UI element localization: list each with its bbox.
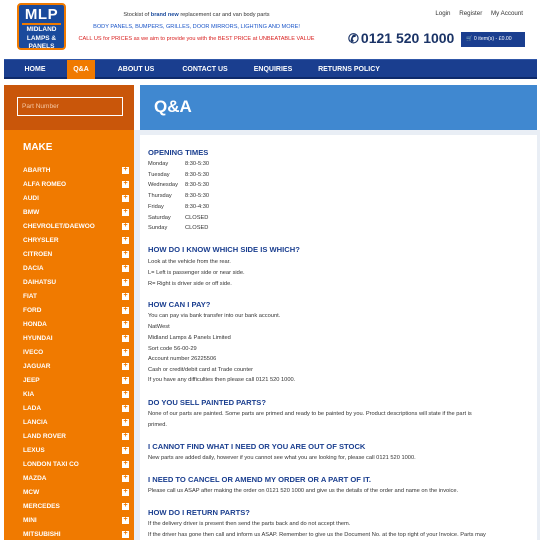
make-label: LEXUS [23, 447, 45, 454]
make-item[interactable] [23, 304, 129, 318]
cancel-heading: I NEED TO CANCEL OR AMEND MY ORDER OR A PART OF IT. [148, 475, 372, 484]
expand-plus-icon[interactable]: + [123, 334, 128, 341]
cart-summary: 0 item(s) - £0.00 [473, 36, 512, 42]
tagline-products: BODY PANELS, BUMPERS, GRILLES, DOOR MIRRORS, LIGHTING AND MORE! [93, 24, 300, 30]
return-heading: HOW DO I RETURN PARTS? [148, 508, 250, 517]
make-label: MITSUBISHI [23, 531, 61, 538]
site-header [0, 0, 540, 58]
make-item[interactable] [23, 430, 129, 444]
side-heading: HOW DO I KNOW WHICH SIDE IS WHICH? [148, 245, 300, 254]
expand-plus-icon[interactable]: + [123, 432, 128, 439]
opening-time: 8:30-5:30 [185, 171, 210, 178]
make-item[interactable] [23, 262, 129, 276]
return-line: If the delivery driver is present then send the parts back and do not accept them. [148, 521, 351, 527]
page-title-bar [140, 85, 537, 130]
expand-plus-icon[interactable]: + [123, 516, 128, 523]
make-label: HONDA [23, 321, 47, 328]
make-item[interactable] [23, 374, 129, 388]
tagline-prices: CALL US for PRICES as we aim to provide you with the BEST PRICE at UNBEATABLE VALUE [78, 36, 315, 42]
expand-plus-icon[interactable]: + [123, 502, 128, 509]
opening-time: 8:30-5:30 [185, 193, 210, 200]
expand-plus-icon[interactable]: + [123, 418, 128, 425]
make-item[interactable] [23, 486, 129, 500]
make-item[interactable] [23, 528, 129, 540]
make-item[interactable] [23, 458, 129, 472]
expand-plus-icon[interactable]: + [123, 306, 128, 313]
part-number-input[interactable] [17, 97, 123, 116]
make-label: CHEVROLET/DAEWOO [23, 223, 95, 230]
make-item[interactable] [23, 500, 129, 514]
opening-time: 8:30-5:30 [185, 161, 210, 167]
expand-plus-icon[interactable]: + [123, 348, 128, 355]
make-item[interactable] [23, 220, 129, 234]
make-item[interactable] [23, 178, 129, 192]
tagline-stockist [70, 12, 323, 18]
make-item[interactable] [23, 472, 129, 486]
make-label: IVECO [23, 349, 44, 356]
cart-icon: 🛒 [466, 36, 473, 42]
phone-text: 0121 520 1000 [360, 30, 455, 46]
cancel-line: Please call us ASAP after making the order on 0121 520 1000 and give us the details of the order and name on the invoice. [148, 488, 459, 494]
make-label: JEEP [23, 377, 40, 384]
nav-qa[interactable]: Q&A [67, 60, 95, 79]
pay-heading: HOW CAN I PAY? [148, 300, 211, 309]
pay-line: Midland Lamps & Panels Limited [148, 335, 231, 341]
nav-enquiries[interactable]: ENQUIRIES [253, 66, 293, 73]
site-logo[interactable] [17, 3, 66, 50]
make-label: JAGUAR [23, 363, 51, 370]
cart-button[interactable] [461, 32, 525, 47]
make-label: LADA [23, 405, 42, 412]
make-label: AUDI [23, 195, 39, 202]
make-item[interactable] [23, 388, 129, 402]
make-label: BMW [23, 209, 40, 216]
account-links [428, 10, 523, 17]
painted-heading: DO YOU SELL PAINTED PARTS? [148, 398, 266, 407]
nav-home[interactable]: HOME [24, 66, 46, 73]
opening-time: CLOSED [185, 225, 209, 232]
make-item[interactable] [23, 514, 129, 528]
make-item[interactable] [23, 192, 129, 206]
make-label: ABARTH [23, 167, 51, 174]
make-item[interactable] [23, 290, 129, 304]
make-label: LONDON TAXI CO [23, 461, 79, 468]
main-nav [4, 59, 537, 79]
expand-plus-icon[interactable]: + [123, 194, 128, 201]
pay-line: Account number 26225506 [148, 356, 217, 362]
make-label: CHRYSLER [23, 237, 59, 244]
expand-plus-icon[interactable]: + [123, 390, 128, 397]
opening-day: Thursday [148, 193, 172, 200]
expand-plus-icon[interactable]: + [123, 292, 128, 299]
expand-plus-icon[interactable]: + [123, 236, 128, 243]
logo-line-3: PANELS [28, 43, 55, 50]
expand-plus-icon[interactable]: + [123, 376, 128, 383]
make-list [23, 164, 129, 540]
phone-number[interactable] [348, 30, 454, 47]
sidebar-search-panel [4, 85, 134, 130]
make-label: DACIA [23, 265, 44, 272]
cannot-find-heading: I CANNOT FIND WHAT I NEED OR YOU ARE OUT OF STOCK [148, 442, 366, 451]
my-account-link[interactable]: My Account [491, 10, 523, 17]
pay-line: If you have any difficulties then please call 0121 520 1000. [148, 377, 296, 383]
opening-times-heading: OPENING TIMES [148, 148, 209, 157]
make-label: MCW [23, 489, 40, 496]
logo-divider [22, 23, 61, 25]
expand-plus-icon[interactable]: + [123, 208, 128, 215]
painted-line: None of our parts are painted. Some parts are primed and ready to be painted by you. Product descriptions will state if the part is [148, 411, 472, 417]
make-label: CITROEN [23, 251, 53, 258]
make-label: KIA [23, 391, 35, 398]
opening-day: Monday [148, 161, 169, 167]
expand-plus-icon[interactable]: + [123, 530, 128, 537]
sidebar [4, 85, 134, 540]
make-item[interactable] [23, 444, 129, 458]
side-line: L= Left is passenger side or near side. [148, 270, 245, 276]
make-item[interactable] [23, 206, 129, 220]
make-item[interactable] [23, 346, 129, 360]
pay-line: NatWest [148, 324, 170, 330]
opening-day: Sunday [148, 225, 168, 232]
make-label: LANCIA [23, 419, 48, 426]
painted-line: primed. [148, 422, 167, 428]
qa-content [140, 135, 537, 540]
opening-day: Saturday [148, 214, 171, 221]
expand-plus-icon[interactable]: + [123, 222, 128, 229]
nav-contact-us[interactable]: CONTACT US [182, 66, 228, 73]
expand-plus-icon[interactable]: + [123, 460, 128, 467]
opening-day: Tuesday [148, 171, 170, 178]
page-title: Q&A [154, 97, 192, 116]
tagline-post: replacement car and van body parts [178, 12, 270, 18]
opening-time: 8:30-5:30 [185, 182, 210, 189]
phone-icon: ✆ [348, 31, 359, 46]
cannot-find-line: New parts are added daily, however if you cannot see what you are looking for, please call 0121 520 1000. [148, 455, 416, 461]
expand-plus-icon[interactable]: + [123, 474, 128, 481]
expand-plus-icon[interactable]: + [123, 488, 128, 495]
expand-plus-icon[interactable]: + [123, 264, 128, 271]
make-label: MINI [23, 517, 37, 524]
make-label: ALFA ROMEO [23, 181, 67, 188]
opening-time: CLOSED [185, 214, 209, 221]
expand-plus-icon[interactable]: + [123, 320, 128, 327]
make-heading: MAKE [23, 142, 53, 153]
logo-line-2: LAMPS & [26, 34, 57, 42]
make-label: LAND ROVER [23, 433, 66, 440]
make-label: MERCEDES [23, 503, 60, 510]
return-line: If the driver has gone then call and inform us ASAP. Remember to give us the Document No. at the top right of your Invoice. Parts may [148, 532, 486, 538]
opening-time: 8:30-4:30 [185, 203, 210, 210]
make-item[interactable] [23, 402, 129, 416]
tagline-pre: Stockist of [123, 12, 151, 18]
side-line: Look at the vehicle from the rear. [148, 259, 231, 265]
make-item[interactable] [23, 416, 129, 430]
make-label: FIAT [23, 293, 37, 300]
expand-plus-icon[interactable]: + [123, 362, 128, 369]
tagline-bold: brand new [150, 12, 179, 18]
make-item[interactable] [23, 164, 129, 178]
make-label: HYUNDAI [23, 335, 53, 342]
pay-line: Sort code 56-00-29 [148, 346, 197, 352]
opening-day: Friday [148, 203, 164, 210]
nav-about-us[interactable]: ABOUT US [117, 66, 155, 73]
login-link[interactable]: Login [435, 10, 451, 17]
opening-day: Wednesday [148, 182, 178, 189]
make-label: FORD [23, 307, 42, 314]
expand-plus-icon[interactable]: + [123, 404, 128, 411]
logo-mlp: MLP [24, 6, 59, 23]
expand-plus-icon[interactable]: + [123, 278, 128, 285]
make-item[interactable] [23, 318, 129, 332]
pay-line: You can pay via bank transfer into our bank account. [148, 313, 281, 319]
make-label: MAZDA [23, 475, 47, 482]
side-line: R= Right is driver side or off side. [148, 281, 232, 287]
register-link[interactable]: Register [459, 10, 483, 17]
make-item[interactable] [23, 360, 129, 374]
expand-plus-icon[interactable]: + [123, 180, 128, 187]
make-item[interactable] [23, 332, 129, 346]
make-item[interactable] [23, 234, 129, 248]
logo-line-1: MIDLAND [26, 26, 57, 33]
make-label: DAIHATSU [23, 279, 57, 286]
make-item[interactable] [23, 248, 129, 262]
expand-plus-icon[interactable]: + [123, 250, 128, 257]
make-item[interactable] [23, 276, 129, 290]
expand-plus-icon[interactable]: + [123, 166, 128, 173]
nav-returns-policy[interactable]: RETURNS POLICY [318, 66, 380, 73]
pay-line: Cash or credit/debit card at Trade counter [148, 367, 253, 373]
expand-plus-icon[interactable]: + [123, 446, 128, 453]
